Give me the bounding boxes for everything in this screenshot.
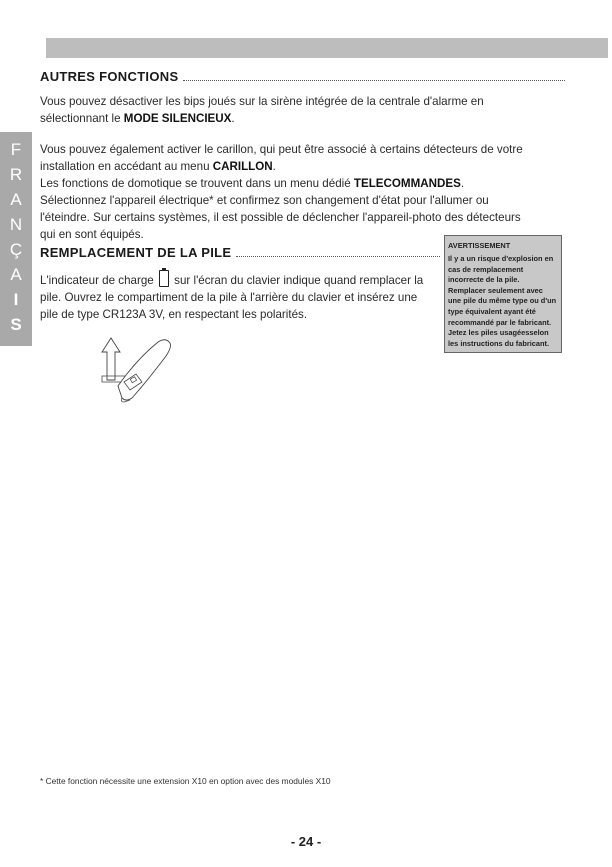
side-tab-letter: N [9, 215, 23, 234]
battery-icon [159, 270, 169, 287]
battery-compartment-illustration [96, 336, 192, 406]
text: Les fonctions de domotique se trouvent dans un menu dédié [40, 177, 354, 190]
side-tab-letter: S [10, 315, 22, 334]
section-title: REMPLACEMENT DE LA PILE [40, 245, 232, 260]
side-tab-letter: R [9, 165, 23, 184]
text: Vous pouvez désactiver les bips joués sur la sirène intégrée de la centrale d'alarme en sélectionnant le [40, 95, 484, 125]
paragraph-chime-automation [40, 141, 528, 243]
side-tab-letter: F [10, 140, 22, 159]
paragraph-battery [40, 270, 432, 323]
keyword-telecommandes: TELECOMMANDES [353, 177, 461, 190]
side-tab-letter: A [10, 190, 22, 209]
text: L'indicateur de charge [40, 274, 157, 287]
text: . [231, 112, 235, 125]
footnote: * Cette fonction nécessite une extension X10 en option avec des modules X10 [40, 776, 331, 786]
side-tab-letter: I [13, 290, 19, 309]
warning-box [444, 235, 562, 353]
dotted-leader [183, 80, 565, 81]
text: sur l'écran du clavier indique quand remplacer la pile. Ouvrez le compartiment de la pile à l'arrière du clavier et insérez une pile de type CR123A 3V, en respectant les polarités. [40, 274, 424, 321]
page-number: - 24 - [290, 834, 322, 849]
text: . Sélectionnez l'appareil électrique* et confirmez son changement d'état pour l'allumer ou l'éteindre. Sur certains systèmes, il est possible de déclencher l'appareil-photo des détecteurs qui en sont équipés. [40, 177, 521, 241]
section-title: AUTRES FONCTIONS [40, 69, 179, 84]
language-side-tab [0, 132, 32, 346]
paragraph-silent-mode [40, 93, 510, 127]
keyword-mode-silencieux: MODE SILENCIEUX [123, 112, 232, 125]
dotted-leader [236, 256, 440, 257]
text: Vous pouvez également activer le carillon, qui peut être associé à certains détecteurs de votre installation en accédant au menu [40, 143, 523, 173]
header-bar [46, 38, 608, 58]
text: . [272, 160, 276, 173]
side-tab-letter: Ç [9, 240, 23, 259]
warning-body: Il y a un risque d'explosion en cas de remplacement incorrecte de la pile. Remplacer seulement avec une pile du même type ou d'un type équivalent ayant été recommandé par le fabricant. Jetez les piles usagéesselon les instructions du fabricant. [448, 254, 557, 348]
keyword-carillon: CARILLON [212, 160, 273, 173]
section-heading-autres-fonctions [40, 69, 565, 84]
warning-title: AVERTISSEMENT [448, 241, 511, 250]
section-heading-remplacement-pile [40, 245, 440, 260]
side-tab-letter: A [10, 265, 22, 284]
